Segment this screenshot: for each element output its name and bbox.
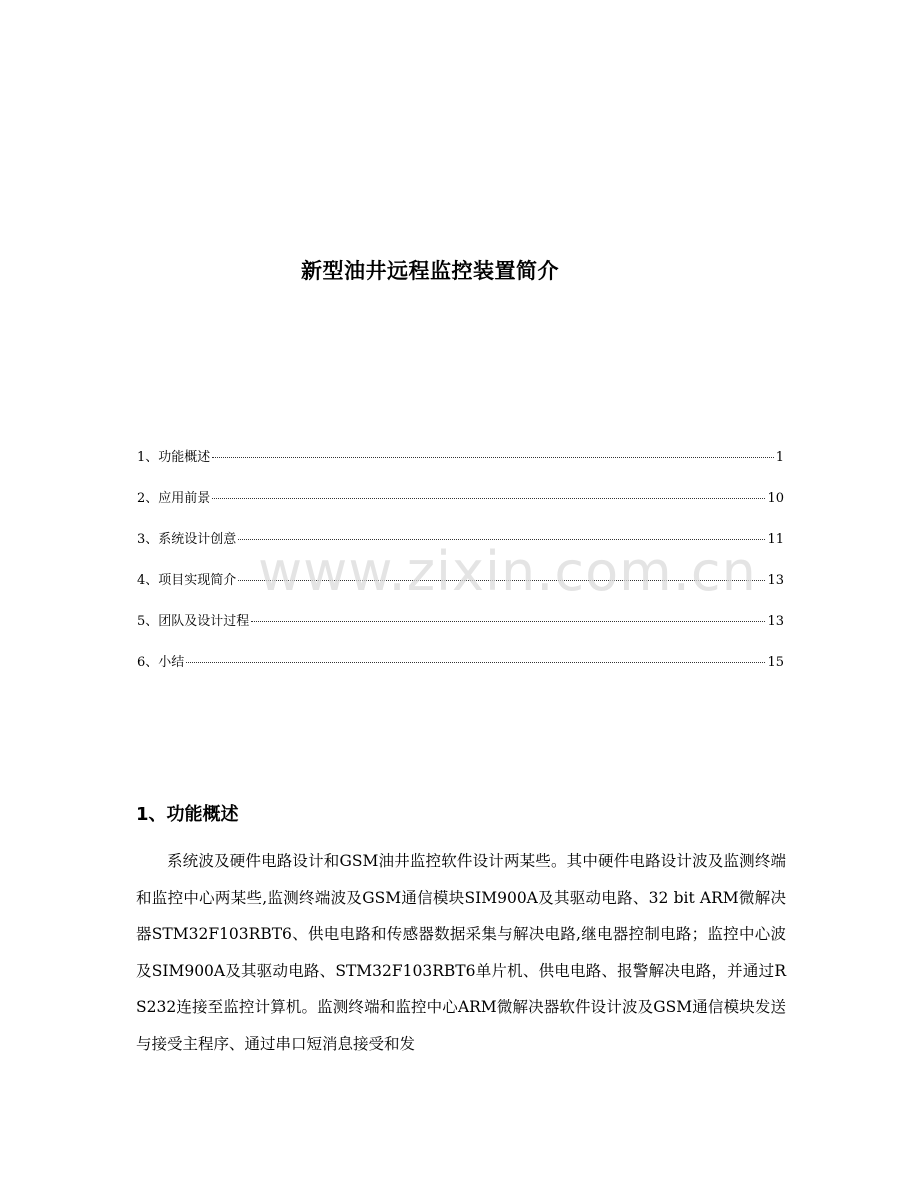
toc-entry-label: 1、功能概述	[137, 450, 211, 465]
toc-dot-leader	[238, 579, 765, 581]
toc-entry-page: 1	[775, 450, 784, 465]
toc-entry-label: 3、系统设计创意	[137, 532, 237, 547]
toc-dot-leader	[186, 661, 765, 663]
document-title: 新型油井远程监控装置简介	[301, 259, 559, 283]
toc-dot-leader	[212, 456, 773, 458]
toc-entry-page: 13	[767, 614, 784, 629]
toc-entry-label: 5、团队及设计过程	[137, 614, 250, 629]
toc-entry-6[interactable]	[137, 651, 784, 692]
toc-entry-page: 13	[767, 573, 784, 588]
toc-entry-page: 11	[767, 532, 784, 547]
toc-entry-page: 10	[767, 491, 784, 506]
toc-dot-leader	[238, 538, 765, 540]
toc-entry-page: 15	[767, 655, 784, 670]
toc-entry-label: 2、应用前景	[137, 491, 211, 506]
toc-entry-label: 4、项目实现简介	[137, 573, 237, 588]
toc-entry-2[interactable]	[137, 487, 784, 528]
toc-entry-5[interactable]	[137, 610, 784, 651]
toc-entry-label: 6、小结	[137, 655, 185, 670]
body-paragraph: 系统波及硬件电路设计和GSM油井监控软件设计两某些。其中硬件电路设计波及监测终端和监控中心两某些,监测终端波及GSM通信模块SIM900A及其驱动电路、32 bit ARM微解决器STM32F103RBT6、供电电路和传感器数据采集与解决电路,继电器控制电路；监控中心波及SIM900A及其驱动电路、STM32F103RBT6单片机、供电电路、报警解决电路，并通过RS232连接至监控计算机。监测终端和监控中心ARM微解决器软件设计波及GSM通信模块发送与接受主程序、通过串口短消息接受和发	[136, 852, 786, 1053]
toc-dot-leader	[212, 497, 765, 499]
toc-entry-4[interactable]	[137, 569, 784, 610]
toc-entry-3[interactable]	[137, 528, 784, 569]
toc-entry-1[interactable]	[137, 446, 784, 487]
toc-dot-leader	[251, 620, 765, 622]
watermark: www.zixin.com.cn	[258, 540, 757, 603]
section-heading: 1、功能概述	[136, 804, 239, 825]
table-of-contents	[137, 446, 784, 692]
